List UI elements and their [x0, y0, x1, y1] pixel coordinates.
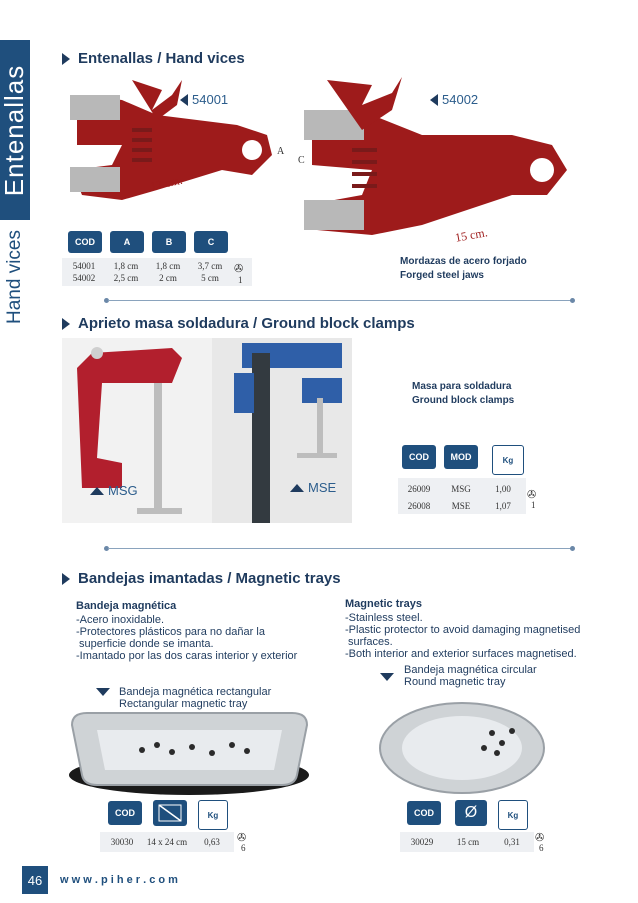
desc-en-line: -Plastic protector to avoid damaging magnetised: [345, 624, 581, 636]
header-a: A: [110, 231, 144, 253]
pack-quantity: 1: [531, 500, 536, 510]
label-mse: MSE: [290, 480, 336, 495]
weight-icon: Kg: [498, 800, 528, 830]
desc-es-line: -Protectores plásticos para no dañar la: [76, 626, 265, 638]
note-es: Mordazas de acero forjado: [400, 256, 527, 267]
cell: 30030: [110, 837, 134, 847]
rect-tray-label-en: Rectangular magnetic tray: [119, 698, 248, 710]
desc-en-line: -Stainless steel.: [345, 612, 423, 624]
desc-es-line: superficie donde se imanta.: [76, 638, 214, 650]
dimension-label-right: 15 cm.: [453, 225, 489, 245]
side-title: Entenallas: [0, 64, 30, 196]
side-subtitle: Hand vices: [4, 230, 25, 324]
package-icon: ✇: [237, 832, 247, 844]
round-tray-label-es: Bandeja magnética circular: [404, 664, 537, 676]
header-c: C: [194, 231, 228, 253]
divider-dot-right: [570, 298, 575, 303]
header-mod: MOD: [444, 445, 478, 469]
section-heading-ground-clamps: Aprieto masa soldadura / Ground block clamps: [62, 315, 415, 332]
pointer-icon: [290, 484, 304, 492]
weight-icon: Kg: [198, 800, 228, 830]
desc-es-line: -Imantado por las dos caras interior y exterior: [76, 650, 298, 662]
footer-url[interactable]: w w w . p i h e r . c o m: [60, 874, 178, 886]
pointer-icon: [430, 94, 438, 106]
section-heading-hand-vices: Entenallas / Hand vices: [62, 50, 245, 67]
dimension-letter-c: C: [298, 155, 305, 166]
round-tray-label-en: Round magnetic tray: [404, 676, 506, 688]
caption-en: Ground block clamps: [412, 395, 515, 406]
header-cod: COD: [68, 231, 102, 253]
cell: 1,8 cm: [155, 261, 181, 271]
page-number: 46: [22, 866, 48, 894]
pack-quantity: 6: [539, 843, 544, 853]
package-icon: ✇: [234, 263, 244, 275]
cell: 1,00: [495, 484, 511, 494]
rectangular-tray-image: [62, 705, 317, 800]
divider: [108, 548, 572, 549]
desc-es-heading: Bandeja magnética: [76, 600, 177, 612]
cell: 0,63: [204, 837, 220, 847]
dimension-label-left: 12 cm.: [148, 172, 184, 194]
header-cod: COD: [108, 801, 142, 825]
pointer-icon: [90, 487, 104, 495]
cell: 5 cm: [201, 273, 219, 283]
clamp-mse-image: [212, 338, 352, 523]
cell: 26008: [407, 501, 431, 511]
hand-vice-table-header: [68, 231, 228, 253]
cell: 15 cm: [456, 837, 480, 847]
package-icon: ✇: [527, 489, 537, 501]
desc-en-line: surfaces.: [345, 636, 393, 648]
cell: 0,31: [504, 837, 520, 847]
divider: [108, 300, 572, 301]
header-cod: COD: [402, 445, 436, 469]
bullet-icon: [62, 318, 70, 330]
weight-icon: Kg: [492, 445, 524, 475]
header-cod: COD: [407, 801, 441, 825]
code-tag-54002: 54002: [430, 92, 478, 107]
cell: 1,8 cm: [113, 261, 139, 271]
cell: 14 x 24 cm: [146, 837, 188, 847]
pointer-icon: [180, 94, 188, 106]
bullet-icon: [62, 573, 70, 585]
round-tray-image: [372, 693, 552, 805]
header-b: B: [152, 231, 186, 253]
package-icon: ✇: [535, 832, 545, 844]
desc-es-line: -Acero inoxidable.: [76, 614, 165, 626]
pointer-icon: [96, 688, 110, 696]
divider-dot-right: [570, 546, 575, 551]
code-tag-54001: 54001: [180, 92, 228, 107]
note-en: Forged steel jaws: [400, 270, 484, 281]
dimension-letter-a: A: [277, 146, 285, 157]
bullet-icon: [62, 53, 70, 65]
cell: 54001: [72, 261, 96, 271]
cell: 2 cm: [159, 273, 177, 283]
cell: 30029: [410, 837, 434, 847]
dimension-icon: [153, 800, 187, 826]
cell: 54002: [72, 273, 96, 283]
dimension-letter-b: B: [315, 180, 322, 191]
cell: 3,7 cm: [197, 261, 223, 271]
cell: MSE: [451, 501, 471, 511]
pointer-icon: [380, 673, 394, 681]
pack-quantity: 6: [241, 843, 246, 853]
desc-en-heading: Magnetic trays: [345, 598, 423, 610]
desc-en-line: -Both interior and exterior surfaces magnetised.: [345, 648, 577, 660]
section-heading-magnetic-trays: Bandejas imantadas / Magnetic trays: [62, 570, 341, 587]
cell: 1,07: [495, 501, 511, 511]
diameter-icon: Ø: [455, 800, 487, 826]
label-msg: MSG: [90, 483, 138, 498]
caption-es: Masa para soldadura: [412, 381, 512, 392]
rect-tray-label-es: Bandeja magnética rectangular: [119, 686, 272, 698]
pack-quantity: 1: [238, 275, 243, 285]
cell: 2,5 cm: [113, 273, 139, 283]
cell: 26009: [407, 484, 431, 494]
cell: MSG: [451, 484, 471, 494]
